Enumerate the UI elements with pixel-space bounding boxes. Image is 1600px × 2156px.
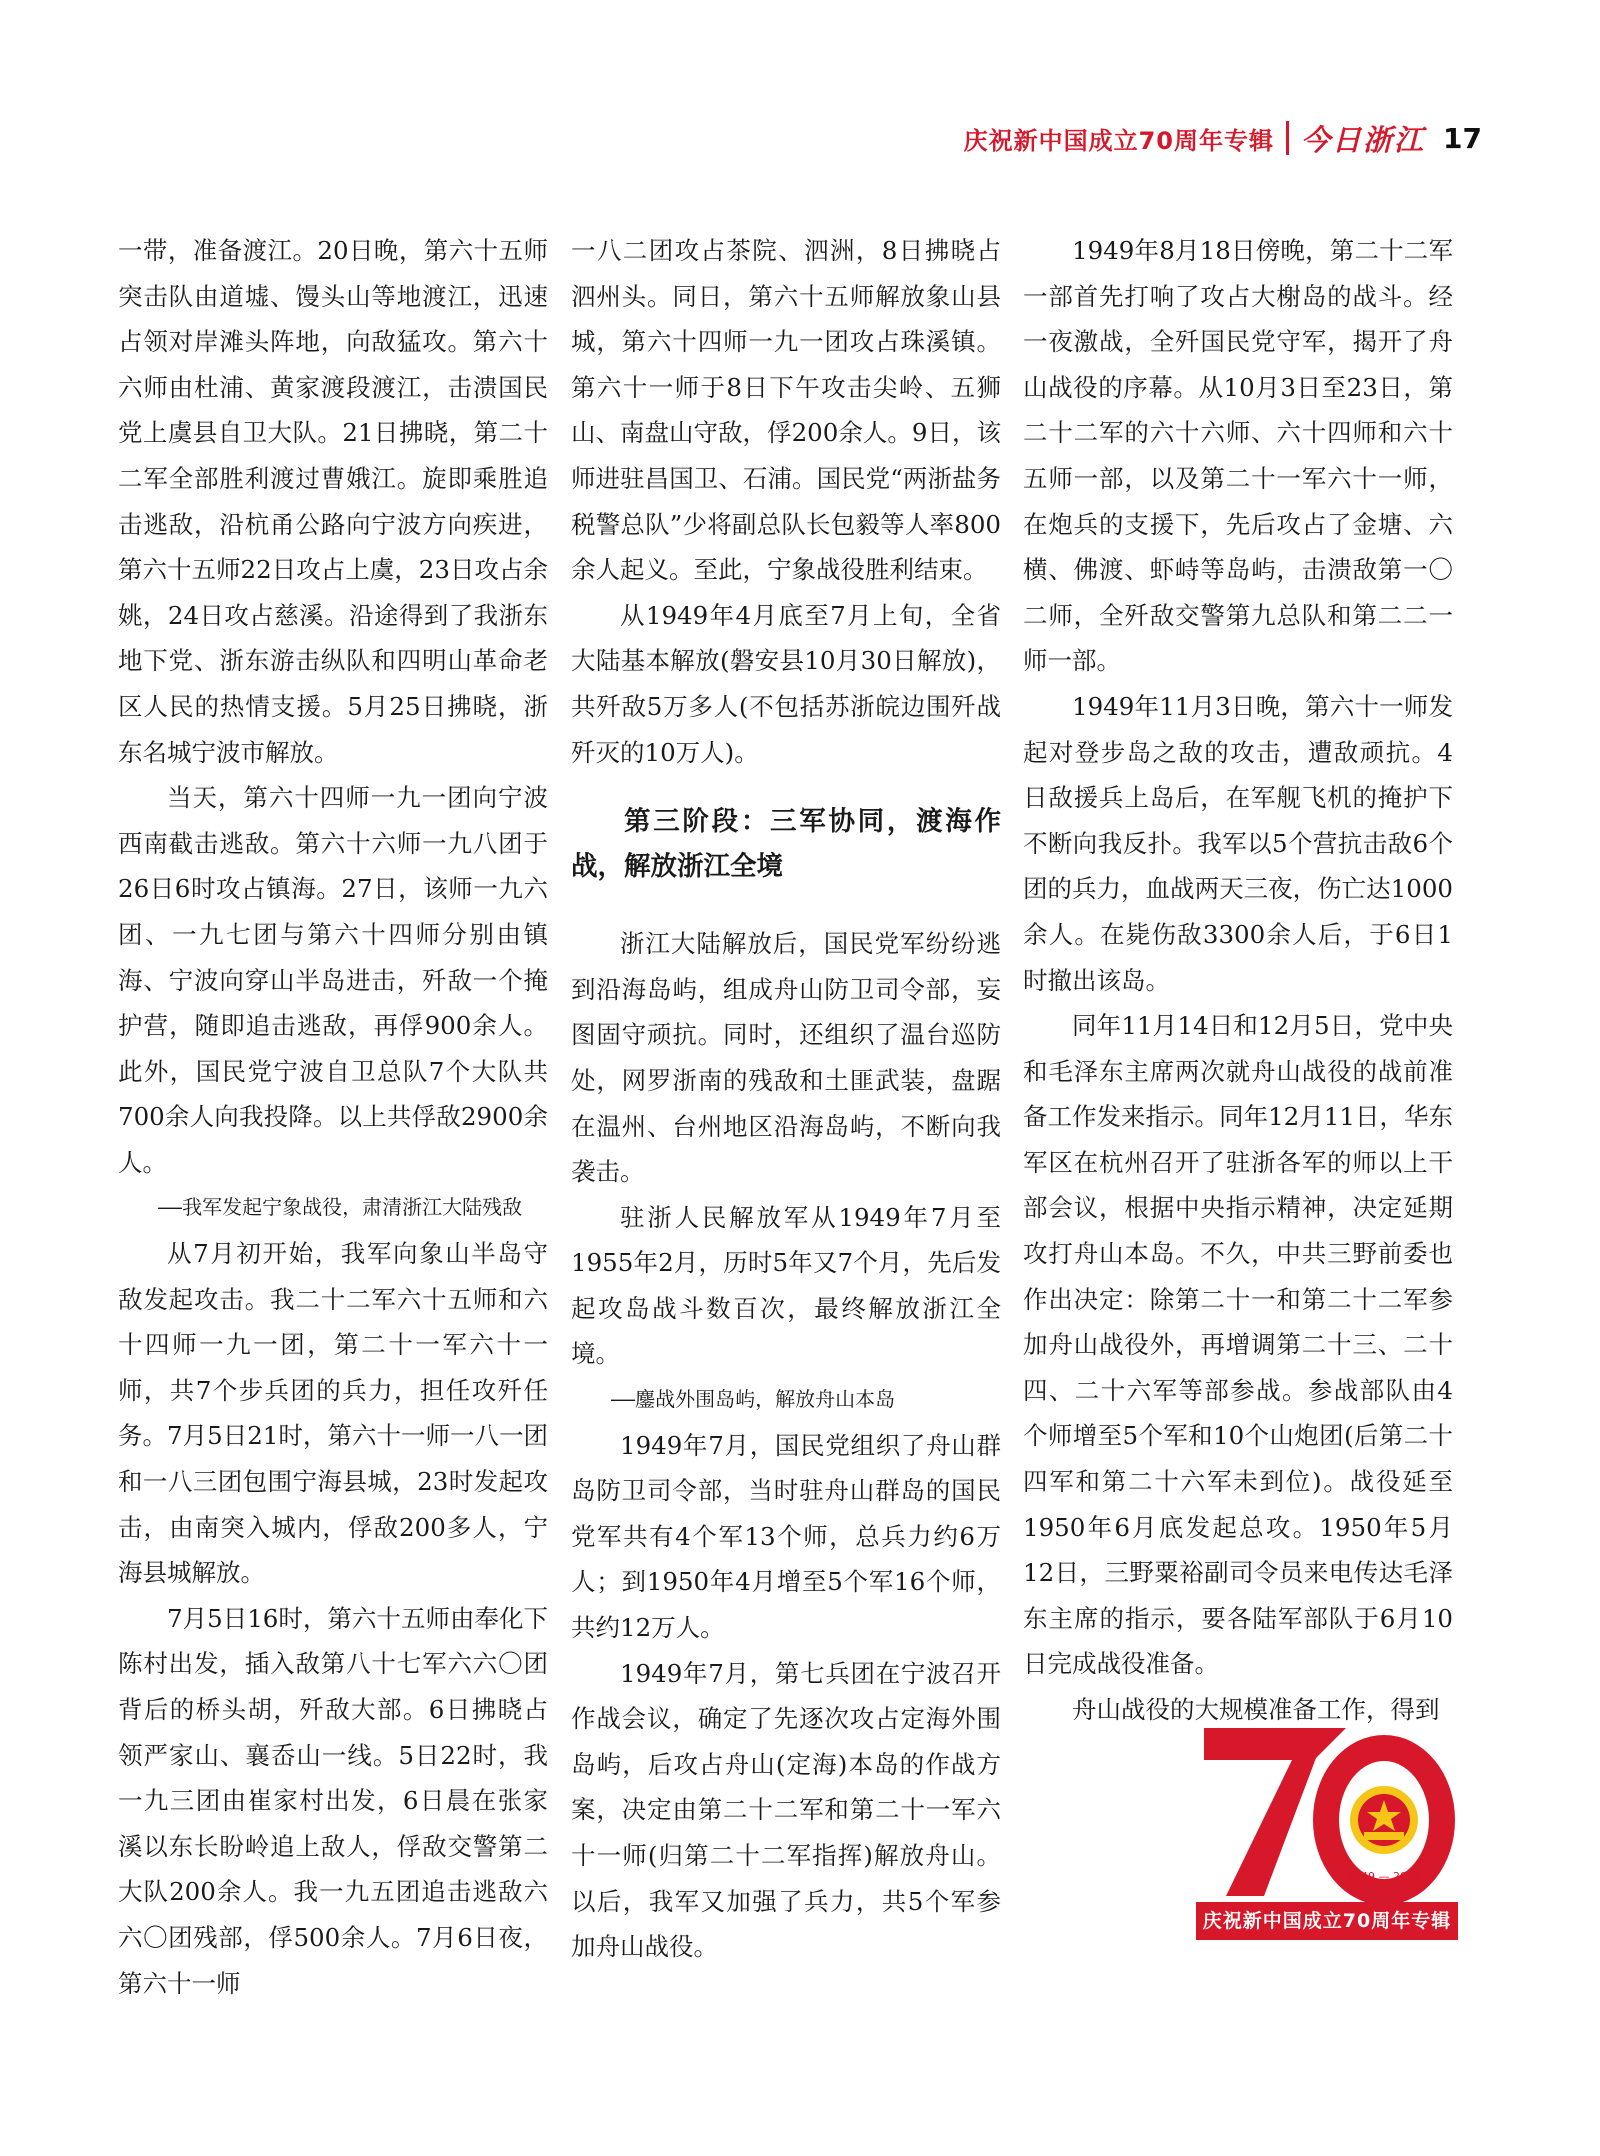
paragraph: 同年11月14日和12月5日，党中央和毛泽东主席两次就舟山战役的战前准备工作发来指示。同年12月11日，华东军区在杭州召开了驻浙各军的师以上干部会议，根据中央指示精神，决定延期攻打舟山本岛。不久，中共三野前委也作出决定：除第二十一和第二十二军参加舟山战役外，再增调第二十三、二十四、二十六军等部参战。参战部队由4个师增至5个军和10个山炮团(后第二十四军和第二十六军未到位)。战役延至1950年6月底发起总攻。1950年5月12日，三野粟裕副司令员来电传达毛泽东主席的指示，要各陆军部队于6月10日完成战役准备。 [1023,1011,1453,1679]
paragraph: 一八二团攻占茶院、泗洲，8日拂晓占泗州头。同日，第六十五师解放象山县城，第六十四师一九一团攻占珠溪镇。第六十一师于8日下午攻击尖岭、五狮山、南盘山守敌，俘200余人。9日，该师进驻昌国卫、石浦。国民党“两浙盐务税警总队”少将副总队长包毅等人率800余人起义。至此，宁象战役胜利结束。 [571,236,1001,585]
page-header [964,118,1482,158]
paragraph: 舟山战役的大规模准备工作，得到 [1072,1695,1440,1724]
magazine-logo: 今日浙江 [1301,122,1426,157]
paragraph: 1949年7月，国民党组织了舟山群岛防卫司令部，当时驻舟山群岛的国民党军共有4个军13个师，总兵力约6万人；到1950年4月增至5个军16个师，共约12万人。 [571,1430,1001,1643]
paragraph: 当天，第六十四师一九一团向宁波西南截击逃敌。第六十六师一九八团于26日6时攻占镇海。27日，该师一九六团、一九七团与第六十四师分别由镇海、宁波向穿山半岛进击，歼敌一个掩护营，随即追击逃敌，再俘900余人。此外，国民党宁波自卫总队7个大队共700余人向我投降。以上共俘敌2900余人。 [118,783,548,1177]
paragraph: 1949年11月3日晚，第六十一师发起对登步岛之敌的攻击，遭敌顽抗。4日敌援兵上岛后，在军舰飞机的掩护下不断向我反扑。我军以5个营抗击敌6个团的兵力，血战两天三夜，伤亡达1000余人。在毙伤敌3300余人后，于6日1时撤出该岛。 [1023,691,1453,995]
paragraph: 一带，准备渡江。20日晚，第六十五师突击队由道墟、馒头山等地渡江，迅速占领对岸滩头阵地，向敌猛攻。第六十六师由杜浦、黄家渡段渡江，击溃国民党上虞县自卫大队。21日拂晓，第二十二军全部胜利渡过曹娥江。旋即乘胜追击逃敌，沿杭甬公路向宁波方向疾进，第六十五师22日攻占上虞，23日攻占余姚，24日攻占慈溪。沿途得到了我浙东地下党、浙东游击纵队和四明山革命老区人民的热情支援。5月25日拂晓，浙东名城宁波市解放。 [118,236,548,767]
paragraph: 驻浙人民解放军从1949年7月至1955年2月，历时5年又7个月，先后发起攻岛战斗数百次，最终解放浙江全境。 [571,1202,1001,1369]
paragraph: 7月5日16时，第六十五师由奉化下陈村出发，插入敌第八十七军六六〇团背后的桥头胡，歼敌大部。6日拂晓占领严家山、襄岙山一线。5日22时，我一九三团由崔家村出发，6日晨在张家溪以东长盼岭追上敌人，俘敌交警第二大队200余人。我一九五团追击逃敌六六〇团残部，俘500余人。7月6日夜，第六十一师 [118,1603,548,1998]
paragraph: 从7月初开始，我军向象山半岛守敌发起攻击。我二十二军六十五师和六十四师一九一团，第二十一军六十一师，共7个步兵团的兵力，担任攻歼任务。7月5日21时，第六十一师一八一团和一八三团包围宁海县城，23时发起攻击，由南突入城内，俘敌200多人，宁海县城解放。 [118,1239,548,1588]
column-2 [571,228,1001,1970]
paragraph: 浙江大陆解放后，国民党军纷纷逃到沿海岛屿，组成舟山防卫司令部，妄图固守顽抗。同时，还组织了温台巡防处，网罗浙南的残敌和土匪武装，盘踞在温州、台州地区沿海岛屿，不断向我袭击。 [571,929,1001,1187]
logo-banner: 庆祝新中国成立70周年专辑 [1196,1902,1458,1940]
anniversary-logo [1196,1720,1458,1948]
subheading: ——我军发起宁象战役，肃清浙江大陆残敌 [158,1195,523,1220]
section-heading: 第三阶段：三军协同，渡海作战，解放浙江全境 [571,806,1001,883]
special-issue-title: 庆祝新中国成立70周年专辑 [963,126,1275,155]
column-1 [118,228,548,2006]
paragraph: 1949年7月，第七兵团在宁波召开作战会议，确定了先逐次攻占定海外围岛屿，后攻占舟山(定海)本岛的作战方案，决定由第二十二军和第二十一军六十一师(归第二十二军指挥)解放舟山。以后，我军又加强了兵力，共5个军参加舟山战役。 [571,1658,1001,1962]
seventy-emblem-icon [1196,1720,1458,1902]
subheading: ——鏖战外围岛屿，解放舟山本岛 [611,1387,896,1412]
paragraph: 从1949年4月底至7月上旬，全省大陆基本解放(磐安县10月30日解放)，共歼敌5万多人(不包括苏浙皖边围歼战歼灭的10万人)。 [571,600,1001,767]
page-number: 17 [1443,121,1482,155]
header-divider [1286,121,1289,155]
paragraph: 1949年8月18日傍晚，第二十二军一部首先打响了攻占大榭岛的战斗。经一夜激战，全歼国民党守军，揭开了舟山战役的序幕。从10月3日至23日，第二十二军的六十六师、六十四师和六十五师一部，以及第二十一军六十一师，在炮兵的支援下，先后攻占了金塘、六横、佛渡、虾峙等岛屿，击溃敌第一〇二师，全歼敌交警第九总队和第二二一师一部。 [1023,236,1453,676]
emblem-years: 1949 — 2019 [1347,1870,1421,1883]
column-3 [1023,228,1453,1733]
